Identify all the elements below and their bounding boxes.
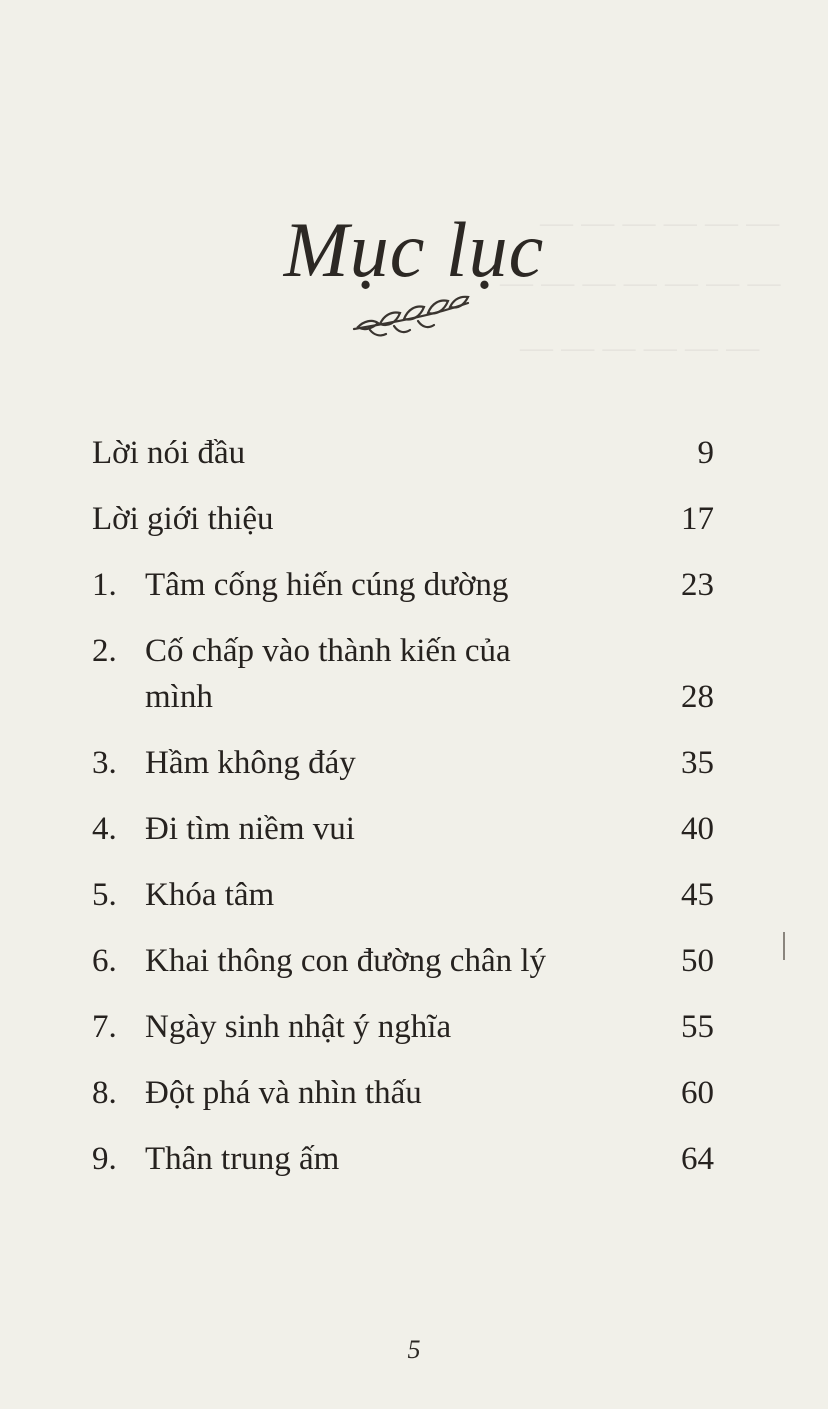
toc-entry-title: Hầm không đáy bbox=[145, 745, 356, 781]
toc-entry-number: 3. bbox=[92, 745, 117, 781]
toc-entry-page: 35 bbox=[681, 745, 714, 781]
toc-entry-number: 2. bbox=[92, 633, 117, 669]
toc-entry-number: 7. bbox=[92, 1009, 117, 1045]
toc-entry-page: 28 bbox=[681, 679, 714, 715]
leaf-branch-icon bbox=[348, 293, 474, 339]
toc-entry[interactable] bbox=[92, 984, 714, 1050]
toc-entry[interactable] bbox=[92, 918, 714, 984]
toc-entry-page: 60 bbox=[681, 1075, 714, 1111]
toc-entry-title: Lời giới thiệu bbox=[92, 501, 274, 537]
toc-entry-title: Đi tìm niềm vui bbox=[145, 811, 355, 847]
toc-entry-title: Lời nói đầu bbox=[92, 435, 246, 471]
toc-entry-number: 5. bbox=[92, 877, 117, 913]
toc-entry-page: 64 bbox=[681, 1141, 714, 1177]
reverse-page-bleed: — — — — — — — — — — — — — — — — — — — bbox=[500, 205, 781, 366]
toc-entry[interactable] bbox=[92, 410, 714, 476]
page-number: 5 bbox=[407, 1335, 421, 1364]
toc-entry[interactable] bbox=[92, 542, 714, 608]
toc-entry-title: Cố chấp vào thành kiến của mình bbox=[145, 633, 511, 715]
toc-entry-page: 55 bbox=[681, 1009, 714, 1045]
toc-entry-number: 8. bbox=[92, 1075, 117, 1111]
toc-entry-number: 4. bbox=[92, 811, 117, 847]
toc-entry-number: 9. bbox=[92, 1141, 117, 1177]
toc-entry-page: 9 bbox=[697, 435, 714, 471]
toc-entry-number: 6. bbox=[92, 943, 117, 979]
toc-entry-page: 50 bbox=[681, 943, 714, 979]
toc-entry[interactable] bbox=[92, 1050, 714, 1116]
toc-entry[interactable] bbox=[92, 1116, 714, 1182]
page-title: Mục lục bbox=[283, 206, 545, 293]
toc-entry[interactable] bbox=[92, 786, 714, 852]
toc-entry-page: 40 bbox=[681, 811, 714, 847]
toc-entry-number: 1. bbox=[92, 567, 117, 603]
toc-entry[interactable] bbox=[92, 720, 714, 786]
toc-entry-page: 23 bbox=[681, 567, 714, 603]
toc-entry-page: 45 bbox=[681, 877, 714, 913]
toc-entry[interactable] bbox=[92, 476, 714, 542]
table-of-contents bbox=[92, 410, 714, 1182]
page-edge-mark bbox=[783, 932, 785, 960]
toc-entry-title: Tâm cống hiến cúng dường bbox=[145, 567, 509, 603]
toc-entry-title: Ngày sinh nhật ý nghĩa bbox=[145, 1009, 452, 1045]
toc-entry-page: 17 bbox=[681, 501, 714, 537]
toc-entry-title: Đột phá và nhìn thấu bbox=[145, 1075, 422, 1111]
toc-entry[interactable] bbox=[92, 608, 714, 720]
toc-entry-title: Khóa tâm bbox=[145, 877, 275, 913]
toc-entry-title: Thân trung ấm bbox=[145, 1141, 340, 1177]
toc-entry-title: Khai thông con đường chân lý bbox=[145, 943, 547, 979]
toc-entry[interactable] bbox=[92, 852, 714, 918]
